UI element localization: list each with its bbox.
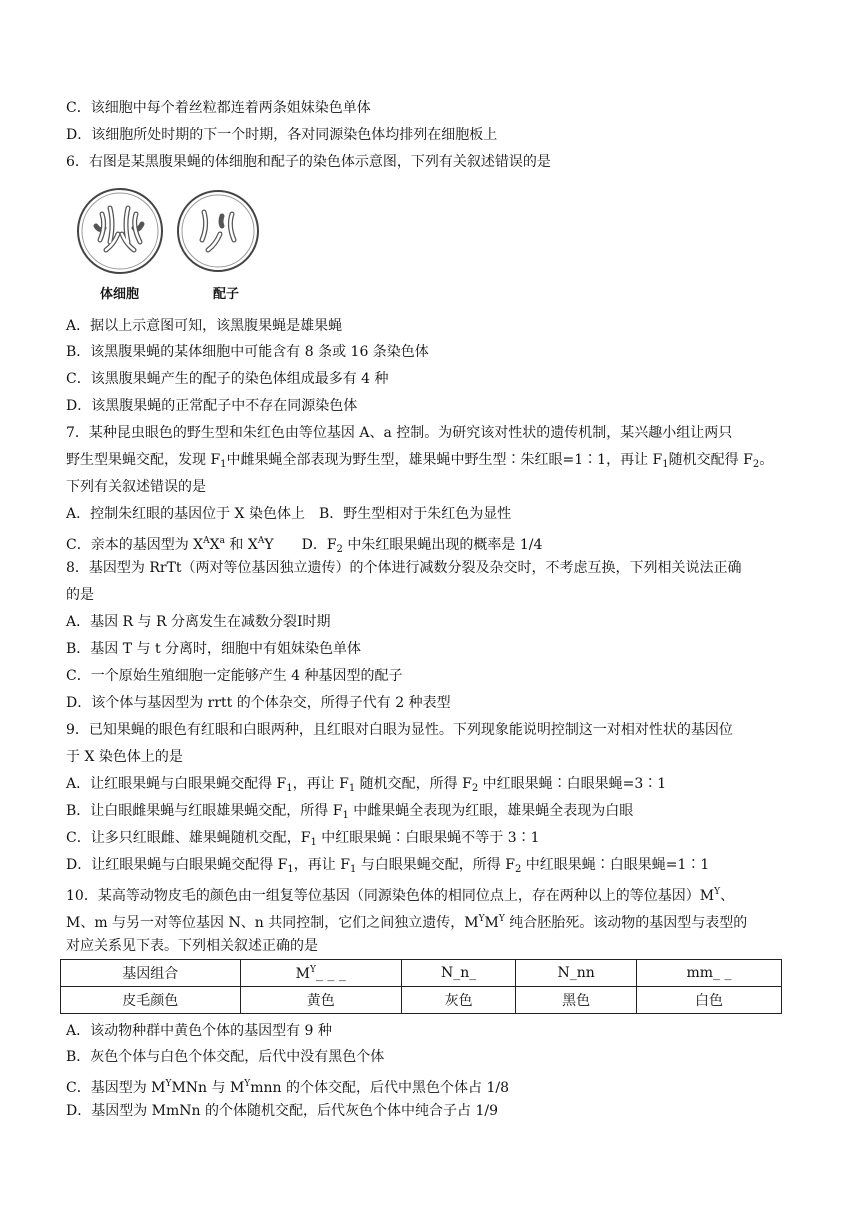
chromosome-diagram <box>70 186 270 286</box>
q9-option-b <box>66 801 800 826</box>
q8-option-b: B．基因 T 与 t 分离时，细胞中有姐妹染色单体 <box>66 641 362 657</box>
superscript: A <box>257 536 265 546</box>
text: MNn 与 M <box>171 1080 245 1096</box>
text: 中雌果蝇全表现为红眼，雄果蝇全表现为白眼 <box>348 803 634 819</box>
text: 中朱红眼果蝇出现的概率是 1/4 <box>342 537 543 553</box>
q6-option-b: B．该黑腹果蝇的某体细胞中可能含有 8 条或 16 条染色体 <box>66 344 429 360</box>
table-cell: N_nn <box>516 960 637 987</box>
text: M <box>484 915 499 931</box>
figure-label-gamete: 配子 <box>213 287 240 302</box>
genotype-phenotype-table <box>60 959 782 1014</box>
superscript: Y <box>478 914 485 924</box>
text: _ _ _ <box>315 965 346 982</box>
q10-option-c <box>66 1074 800 1098</box>
table-cell: mm_ _ <box>636 960 781 987</box>
subscript: 1 <box>287 864 294 875</box>
subscript: 1 <box>220 459 227 470</box>
q9-option-a <box>66 774 800 799</box>
text: 、 <box>720 888 735 904</box>
question-10 <box>66 882 800 906</box>
superscript: a <box>219 536 225 546</box>
q6-option-a: A．据以上示意图可知，该黑腹果蝇是雄果蝇 <box>66 318 343 334</box>
text: 和 X <box>224 537 258 553</box>
q6-option-d: D．该黑腹果蝇的正常配子中不存在同源染色体 <box>66 398 358 414</box>
q7-options-cd <box>66 531 800 560</box>
text: 中红眼果蝇∶白眼果蝇=3∶1 <box>478 776 667 792</box>
text: C．让多只红眼雌、雄果蝇随机交配，F <box>66 830 311 846</box>
text: ，再让 F <box>293 857 350 873</box>
superscript: Y <box>244 1079 251 1089</box>
question-9-line-2: 于 X 染色体上的是 <box>66 749 183 765</box>
chromosome-figure <box>70 186 270 306</box>
text: mnn 的个体交配，后代中黑色个体占 1/8 <box>250 1080 509 1096</box>
subscript: 2 <box>752 459 760 470</box>
text: 中红眼果蝇∶白眼果蝇不等于 3∶1 <box>316 830 540 846</box>
text: 。 <box>759 452 774 468</box>
text: Y D．F <box>264 537 337 553</box>
q7-options-ab: A．控制朱红眼的基因位于 X 染色体上 B．野生型相对于朱红色为显性 <box>66 506 512 522</box>
text: M、m 与另一对等位基因 N、n 共同控制，它们之间独立遗传，M <box>66 915 479 931</box>
text: C．基因型为 M <box>66 1080 166 1096</box>
text: 野生型果蝇交配，发现 F <box>66 452 221 468</box>
question-6: 6．右图是某黑腹果蝇的体细胞和配子的染色体示意图，下列有关叙述错误的是 <box>66 154 551 170</box>
subscript: 2 <box>336 544 343 555</box>
text: 中红眼果蝇∶白眼果蝇=1∶1 <box>521 857 710 873</box>
subscript: 2 <box>514 864 522 875</box>
table-cell: 黄色 <box>240 987 401 1014</box>
table-row <box>61 987 782 1014</box>
subscript: 1 <box>310 837 317 848</box>
question-10-line-3: 对应关系见下表。下列相关叙述正确的是 <box>66 938 318 954</box>
subscript: 1 <box>342 810 349 821</box>
question-8-line-2: 的是 <box>66 587 94 603</box>
text: 随机交配，所得 F <box>355 776 472 792</box>
table-cell: 白色 <box>636 987 781 1014</box>
superscript: Y <box>310 964 316 975</box>
q8-option-a: A．基因 R 与 R 分离发生在减数分裂Ⅰ时期 <box>66 614 331 630</box>
line-c: C．该细胞中每个着丝粒都连着两条姐妹染色单体 <box>66 100 371 116</box>
superscript: Y <box>498 914 505 924</box>
question-10-line-2 <box>66 909 800 933</box>
subscript: 1 <box>348 783 356 794</box>
superscript: Y <box>714 887 721 897</box>
superscript: Y <box>165 1079 172 1089</box>
q9-option-d <box>66 855 800 880</box>
text: 10．某高等动物皮毛的颜色由一组复等位基因（同源染色体的相同位点上，存在两种以上的等位基因）M <box>66 888 715 904</box>
text: X <box>209 537 220 553</box>
text: 中雌果蝇全部表现为野生型，雄果蝇中野生型∶朱红眼=1∶1，再让 F <box>226 452 663 468</box>
subscript: 2 <box>471 783 479 794</box>
subscript: 1 <box>286 783 293 794</box>
table-cell: 灰色 <box>401 987 515 1014</box>
question-8: 8．基因型为 RrTt（两对等位基因独立遗传）的个体进行减数分裂及杂交时，不考虑互换，下列相关说法正确 <box>66 560 742 576</box>
q8-option-d: D．该个体与基因型为 rrtt 的个体杂交，所得子代有 2 种表型 <box>66 695 451 711</box>
q9-option-c <box>66 828 800 853</box>
table-cell: 基因组合 <box>61 960 241 987</box>
subscript: 1 <box>662 459 669 470</box>
line-d: D．该细胞所处时期的下一个时期，各对同源染色体均排列在细胞板上 <box>66 127 498 143</box>
table-cell <box>240 960 401 987</box>
table-cell: N_n_ <box>401 960 515 987</box>
q10-option-a: A．该动物种群中黄色个体的基因型有 9 种 <box>66 1023 332 1039</box>
q10-option-b: B．灰色个体与白色个体交配，后代中没有黑色个体 <box>66 1049 385 1065</box>
text: ，再让 F <box>292 776 349 792</box>
text: A．让红眼果蝇与白眼果蝇交配得 F <box>66 776 287 792</box>
question-7-line-2 <box>66 450 800 475</box>
question-9: 9．已知果蝇的眼色有红眼和白眼两种，且红眼对白眼为显性。下列现象能说明控制这一对相对性状的基因位 <box>66 722 733 738</box>
table-cell: 黑色 <box>516 987 637 1014</box>
text: C．亲本的基因型为 X <box>66 537 204 553</box>
q10-option-d: D．基因型为 MmNn 的个体随机交配，后代灰色个体中纯合子占 1/9 <box>66 1103 498 1119</box>
text: 与白眼果蝇交配，所得 F <box>356 857 515 873</box>
question-7: 7．某种昆虫眼色的野生型和朱红色由等位基因 A、a 控制。为研究该对性状的遗传机制，某兴趣小组让两只 <box>66 425 733 441</box>
subscript: 1 <box>349 864 357 875</box>
text: D．让红眼果蝇与白眼果蝇交配得 F <box>66 857 288 873</box>
table-cell: 皮毛颜色 <box>61 987 241 1014</box>
text: 纯合胚胎死。该动物的基因型与表型的 <box>504 915 748 931</box>
q6-option-c: C．该黑腹果蝇产生的配子的染色体组成最多有 4 种 <box>66 371 389 387</box>
text: B．让白眼雌果蝇与红眼雄果蝇交配，所得 F <box>66 803 343 819</box>
table-row <box>61 960 782 987</box>
q8-option-c: C．一个原始生殖细胞一定能够产生 4 种基因型的配子 <box>66 668 403 684</box>
superscript: A <box>203 536 210 546</box>
text: M <box>295 965 311 982</box>
text: 随机交配得 F <box>668 452 753 468</box>
question-7-line-3: 下列有关叙述错误的是 <box>66 479 206 495</box>
figure-label-body-cell: 体细胞 <box>100 287 140 302</box>
